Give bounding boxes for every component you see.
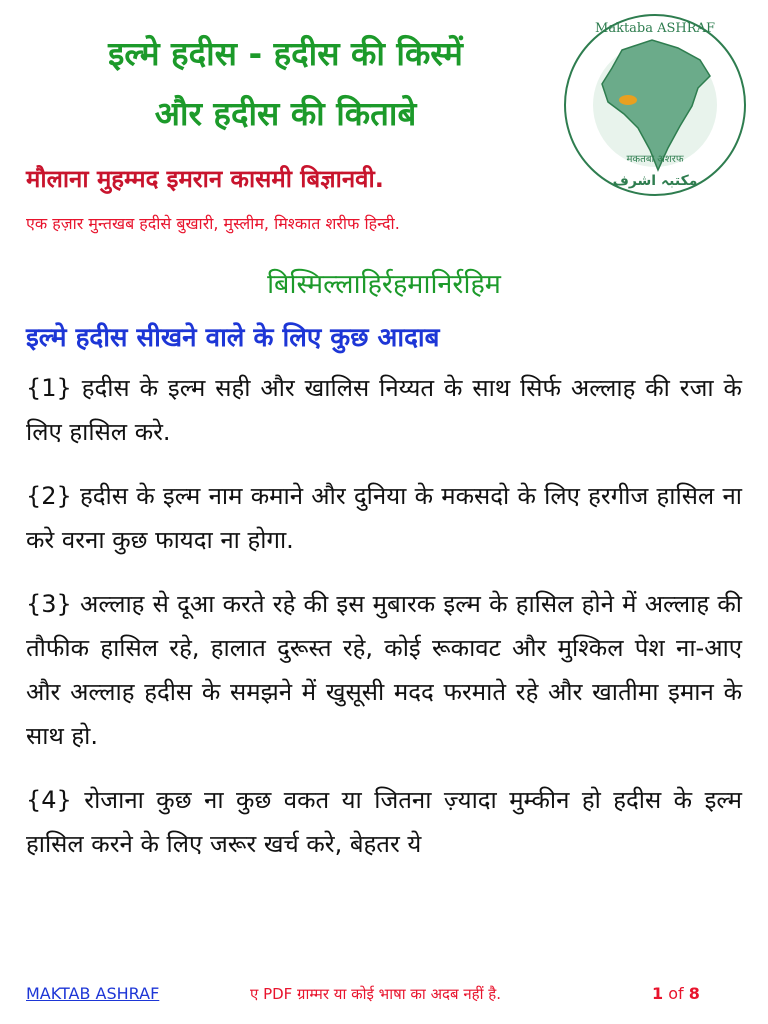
bismillah: बिस्मिल्लाहिर्रहमानिर्रहिम <box>267 269 501 300</box>
paragraph: {3} अल्लाह से दूआ करते रहे की इस मुबारक इल्म के हासिल होने में अल्लाह की तौफीक हासिल रहे, हालात दुरूस्त रहे, कोई रूकावट और मुश्किल पेश ना-आए और अल्लाह हदीस के समझने में खुसूसी मदद फरमाते रहे और खातीमा इमान के साथ हो. <box>26 590 742 750</box>
body-text <box>26 366 742 886</box>
paragraph: {1} हदीस के इल्म सही और खालिस निय्यत के साथ सिर्फ अल्लाह की रजा के लिए हासिल करे. <box>26 374 742 446</box>
author-name: मौलाना मुहम्मद इमरान कासमी बिज्ञानवी. <box>26 165 384 193</box>
logo-text-arabic: مکتبہ اشرف <box>612 173 698 189</box>
logo-text-top: Maktaba ASHRAF <box>595 21 715 36</box>
maktaba-ashraf-logo <box>560 10 750 200</box>
paragraph: {4} रोजाना कुछ ना कुछ वकत या जितना ज़्यादा मुम्कीन हो हदीस के इल्म हासिल करने के लिए जरूर खर्च करे, बेहतर ये <box>26 786 742 858</box>
document-title <box>18 24 553 144</box>
title-line-1: इल्मे हदीस - हदीस की किस्में <box>108 34 463 73</box>
footer-note: ए PDF ग्राम्मर या कोई भाषा का अदब नहीं है. <box>250 985 502 1003</box>
subtitle: एक हज़ार मुन्तखब हदीसे बुखारी, मुस्लीम, मिश्कात शरीफ हिन्दी. <box>26 214 400 233</box>
page-footer <box>0 980 768 1010</box>
paragraph: {2} हदीस के इल्म नाम कमाने और दुनिया के मकसदो के लिए हरगीज हासिल ना करे वरना कुछ फायदा ना होगा. <box>26 482 742 554</box>
page-current: 1 <box>652 984 664 1003</box>
page-number <box>652 984 700 1003</box>
page-total: 8 <box>688 984 700 1003</box>
page-of: of <box>668 984 684 1003</box>
section-heading: इल्मे हदीस सीखने वाले के लिए कुछ आदाब <box>26 323 440 353</box>
title-line-2: और हदीस की किताबे <box>154 94 417 133</box>
footer-link[interactable]: MAKTAB ASHRAF <box>26 984 160 1003</box>
logo-text-devanagari: मकतबा अशरफ <box>626 154 684 165</box>
